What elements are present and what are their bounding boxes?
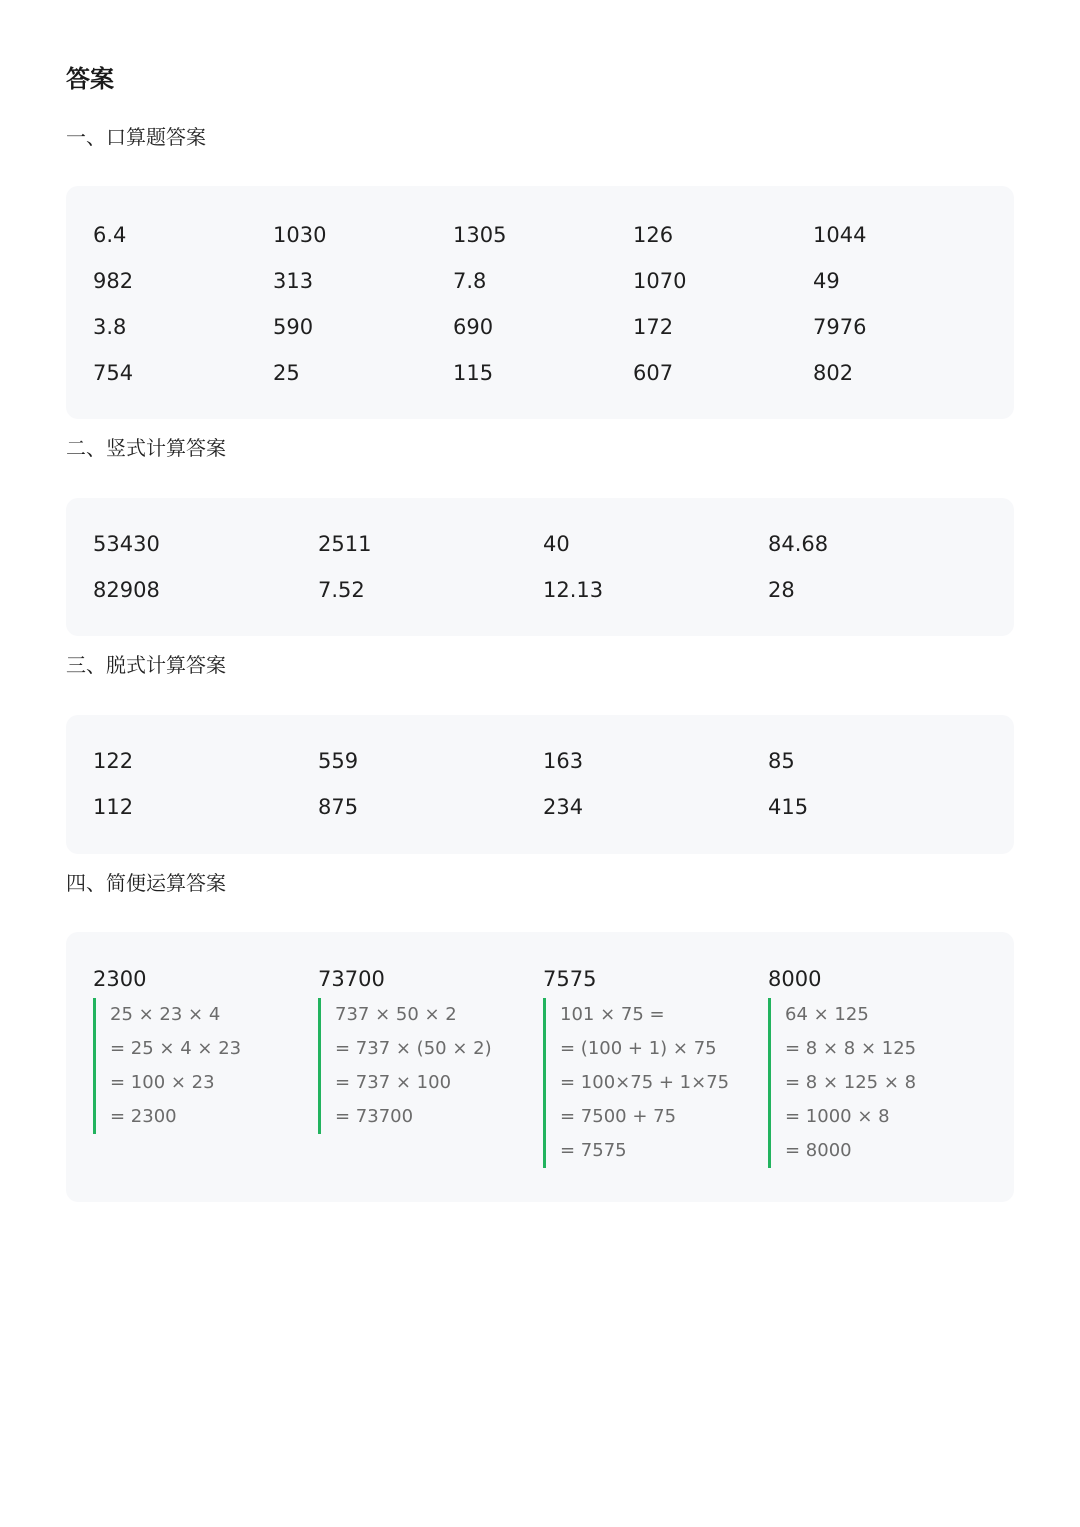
stepwise-answers-grid: [93, 744, 993, 836]
answer-cell: 49: [813, 269, 840, 293]
calc-step: = 737 × (50 × 2): [335, 1038, 492, 1059]
answer-cell: 126: [633, 223, 674, 247]
answer-cell: 754: [93, 361, 134, 385]
simplified-item: [768, 962, 993, 1168]
calc-step: 737 × 50 × 2: [335, 1004, 457, 1025]
answer-cell: 802: [813, 361, 854, 385]
section-heading-simplified: 四、简便运算答案: [66, 871, 226, 895]
oral-answers-card: [66, 186, 1014, 419]
calc-step: = 1000 × 8: [785, 1106, 890, 1127]
answer-cell: 84.68: [768, 532, 829, 556]
section-heading-oral: 一、口算题答案: [66, 125, 206, 149]
answer-cell: 82908: [93, 578, 160, 602]
answer-cell: 2511: [318, 532, 372, 556]
answer-cell: 53430: [93, 532, 160, 556]
simplified-item: [318, 962, 543, 1168]
calc-step: = 73700: [335, 1106, 414, 1127]
answer-cell: 313: [273, 269, 314, 293]
simplified-steps: [318, 998, 543, 1134]
answer-cell: 25: [273, 361, 300, 385]
simplified-answer: 73700: [318, 967, 385, 991]
answer-cell: 234: [543, 795, 584, 819]
answer-cell: 7.8: [453, 269, 487, 293]
simplified-steps: [768, 998, 993, 1168]
calc-step: = 7575: [560, 1140, 627, 1161]
answer-cell: 559: [318, 749, 359, 773]
answer-cell: 1305: [453, 223, 507, 247]
simplified-steps: [543, 998, 768, 1168]
answer-cell: 12.13: [543, 578, 604, 602]
answer-cell: 163: [543, 749, 584, 773]
answer-cell: 1070: [633, 269, 687, 293]
calc-step: = 737 × 100: [335, 1072, 452, 1093]
calc-step: = 8 × 8 × 125: [785, 1038, 917, 1059]
stepwise-answers-card: [66, 715, 1014, 854]
answer-cell: 115: [453, 361, 494, 385]
calc-step: = 7500 + 75: [560, 1106, 677, 1127]
simplified-answer: 7575: [543, 967, 597, 991]
simplified-answers-card: [66, 932, 1014, 1202]
calc-step: 101 × 75 =: [560, 1004, 665, 1025]
calc-step: 25 × 23 × 4: [110, 1004, 221, 1025]
simplified-answer: 8000: [768, 967, 822, 991]
calc-step: = 2300: [110, 1106, 177, 1127]
simplified-answer: 2300: [93, 967, 147, 991]
answer-cell: 7.52: [318, 578, 365, 602]
answer-cell: 112: [93, 795, 134, 819]
section-heading-stepwise: 三、脱式计算答案: [66, 653, 226, 677]
calc-step: = 8000: [785, 1140, 852, 1161]
calc-step: = 100 × 23: [110, 1072, 215, 1093]
answer-cell: 28: [768, 578, 795, 602]
oral-answers-grid: [93, 218, 993, 402]
calc-step: = 25 × 4 × 23: [110, 1038, 242, 1059]
answer-cell: 6.4: [93, 223, 127, 247]
vertical-answers-grid: [93, 527, 993, 619]
calc-step: = (100 + 1) × 75: [560, 1038, 717, 1059]
simplified-steps: [93, 998, 318, 1134]
answer-cell: 40: [543, 532, 570, 556]
simplified-item: [93, 962, 318, 1168]
answer-cell: 982: [93, 269, 134, 293]
calc-step: 64 × 125: [785, 1004, 869, 1025]
answer-cell: 172: [633, 315, 674, 339]
calc-step: = 100×75 + 1×75: [560, 1072, 730, 1093]
answer-cell: 690: [453, 315, 494, 339]
answer-cell: 1030: [273, 223, 327, 247]
answer-cell: 7976: [813, 315, 867, 339]
calc-step: = 8 × 125 × 8: [785, 1072, 917, 1093]
answer-cell: 590: [273, 315, 314, 339]
answer-cell: 415: [768, 795, 809, 819]
vertical-answers-card: [66, 498, 1014, 636]
answer-cell: 3.8: [93, 315, 127, 339]
answer-cell: 85: [768, 749, 795, 773]
page-title: 答案: [66, 65, 114, 93]
section-heading-vertical: 二、竖式计算答案: [66, 436, 226, 460]
simplified-item: [543, 962, 768, 1168]
simplified-answers-grid: [93, 962, 993, 1168]
answer-cell: 122: [93, 749, 134, 773]
answer-cell: 875: [318, 795, 359, 819]
answer-cell: 1044: [813, 223, 867, 247]
answer-cell: 607: [633, 361, 674, 385]
